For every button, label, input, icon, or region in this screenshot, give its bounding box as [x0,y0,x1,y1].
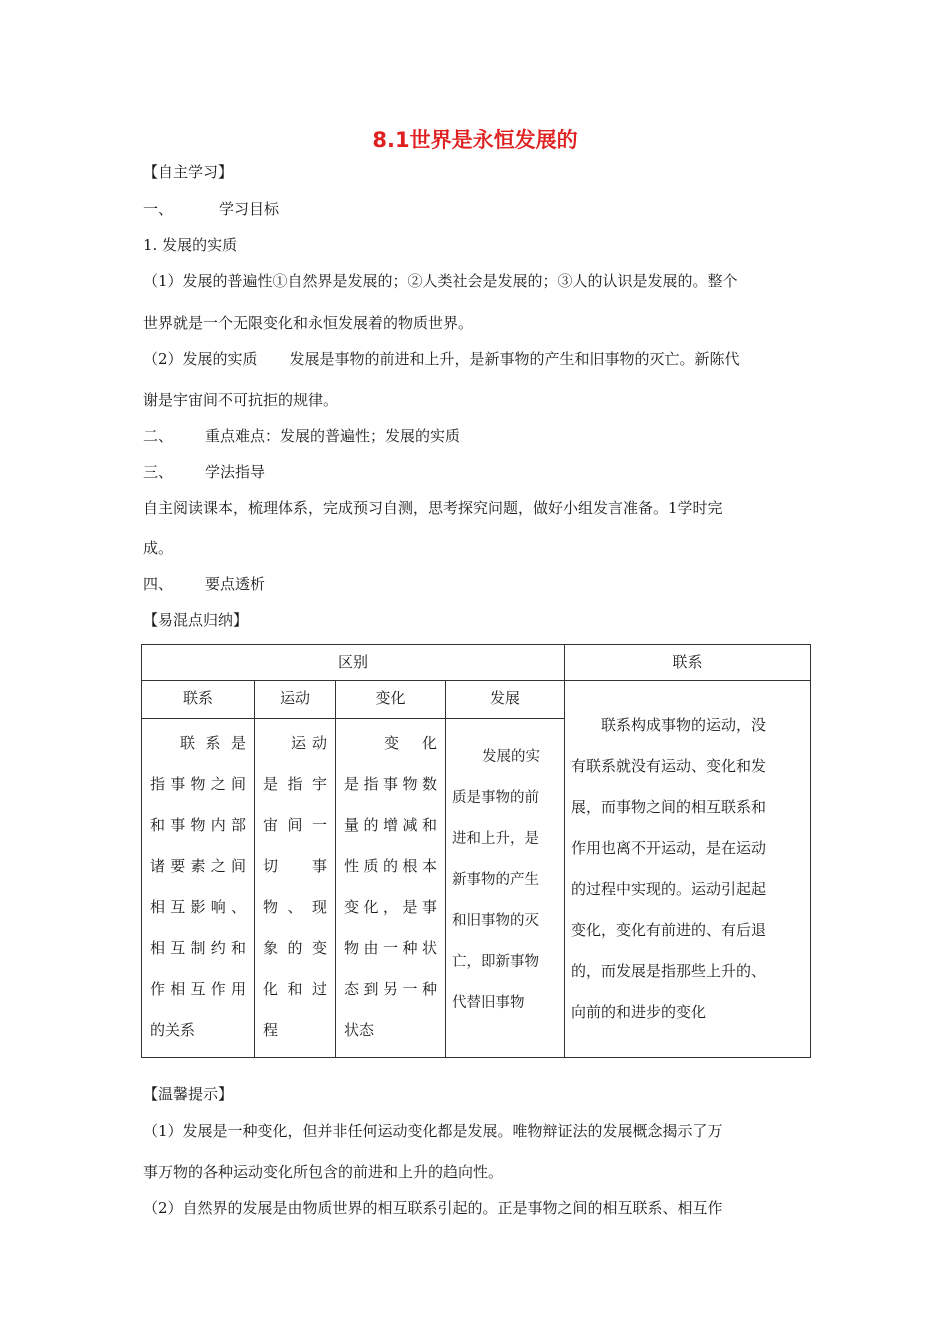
yundong-line: 象的变 [263,939,327,957]
yundong-line: 运动 [291,734,327,752]
section-4-number: 四、 [143,575,174,593]
fazhan-line: 质是事物的前 [452,790,539,806]
yundong-line: 是指宇 [263,775,327,793]
link-line: 的过程中实现的。运动引起起 [571,880,767,898]
lianxi-line: 作相互作用 [150,980,246,998]
tip-2-line-1: （2）自然界的发展是由物质世界的相互联系引起的。正是事物之间的相互联系、相互作 [143,1199,723,1217]
yundong-line: 宙间一 [263,816,327,834]
yundong-line: 化和过 [263,980,327,998]
lianxi-line: 联系是 [180,734,246,752]
page-title: 8.1世界是永恒发展的 [372,128,578,152]
yundong-line: 程 [263,1021,279,1039]
cell-lianxi [142,719,255,1058]
section-heading-tips: 【温馨提示】 [143,1085,234,1103]
lianxi-line: 相互影响、 [150,898,246,916]
bianhua-line: 是指事物数 [344,775,437,793]
bianhua-line: 性质的根本 [344,857,437,875]
fazhan-line: 亡，即新事物 [452,954,539,970]
section-heading-self-study: 【自主学习】 [143,163,234,181]
paragraph-2-label: （2）发展的实质 [143,350,258,368]
section-1-title: 学习目标 [219,200,280,218]
link-line: 向前的和进步的变化 [571,1003,707,1021]
paragraph-2-line-1 [143,349,813,369]
fazhan-line: 新事物的产生 [452,872,539,888]
cell-yundong [255,719,336,1058]
section-3-heading [143,462,813,482]
section-1-heading [143,199,813,219]
bianhua-line: 状态 [344,1021,375,1039]
bianhua-line: 量的增减和 [344,816,437,834]
subheader-lianxi: 联系 [142,681,255,719]
section-3-number: 三、 [143,463,174,481]
link-line: 的，而发展是指那些上升的、 [571,962,767,980]
tip-1-line-2: 事万物的各种运动变化所包含的前进和上升的趋向性。 [143,1163,504,1181]
section-2-heading [143,426,813,446]
cell-bianhua [336,719,446,1058]
paragraph-2-text: 发展是事物的前进和上升，是新事物的产生和旧事物的灭亡。新陈代 [289,350,740,368]
lianxi-line: 和事物内部 [150,816,246,834]
lianxi-line: 指事物之间 [150,775,246,793]
bianhua-line: 态到另一种 [344,980,437,998]
subheader-bianhua: 变化 [336,681,446,719]
link-line: 变化，变化有前进的、有后退 [571,921,767,939]
section-4-title: 要点透析 [205,575,266,593]
fazhan-line: 发展的实 [482,749,540,765]
section-heading-confusion: 【易混点归纳】 [143,611,249,629]
link-line: 有联系就没有运动、变化和发 [571,757,767,775]
fazhan-line: 和旧事物的灭 [452,913,539,929]
lianxi-line: 诸要素之间 [150,857,246,875]
paragraph-1-line-2: 世界就是一个无限变化和永恒发展着的物质世界。 [143,314,474,332]
link-line: 联系构成事物的运动，没 [601,716,767,734]
section-2-title: 重点难点：发展的普遍性；发展的实质 [205,427,461,445]
paragraph-3-line-1: 自主阅读课本，梳理体系，完成预习自测，思考探究问题，做好小组发言准备。1学时完 [143,499,723,517]
bianhua-line: 变 化 [384,734,437,752]
fazhan-line: 进和上升，是 [452,831,539,847]
section-1-number: 一、 [143,200,174,218]
item-1-heading: 1. 发展的实质 [143,236,238,254]
bianhua-line: 变化，是事 [344,898,437,916]
lianxi-line: 的关系 [150,1021,196,1039]
section-4-heading [143,574,813,594]
bianhua-line: 物由一种状 [344,939,437,957]
link-line: 展，而事物之间的相互联系和 [571,798,767,816]
fazhan-line: 代替旧事物 [452,995,525,1011]
section-2-number: 二、 [143,427,174,445]
tip-1-line-1: （1）发展是一种变化，但并非任何运动变化都是发展。唯物辩证法的发展概念揭示了万 [143,1122,723,1140]
cell-connection-text [565,681,811,1058]
lianxi-line: 相互制约和 [150,939,246,957]
yundong-line: 切 事 [263,857,327,875]
paragraph-1-line-1: （1）发展的普遍性①自然界是发展的；②人类社会是发展的；③人的认识是发展的。整个 [143,272,738,290]
comparison-table [141,644,811,1058]
section-3-title: 学法指导 [205,463,266,481]
paragraph-2-line-2: 谢是宇宙间不可抗拒的规律。 [143,391,339,409]
paragraph-3-line-2: 成。 [143,539,174,557]
link-line: 作用也离不开运动，是在运动 [571,839,767,857]
cell-fazhan [446,719,565,1058]
header-connection: 联系 [565,645,811,681]
subheader-yundong: 运动 [255,681,336,719]
header-difference: 区别 [142,645,565,681]
subheader-fazhan: 发展 [446,681,565,719]
yundong-line: 物、现 [263,898,327,916]
